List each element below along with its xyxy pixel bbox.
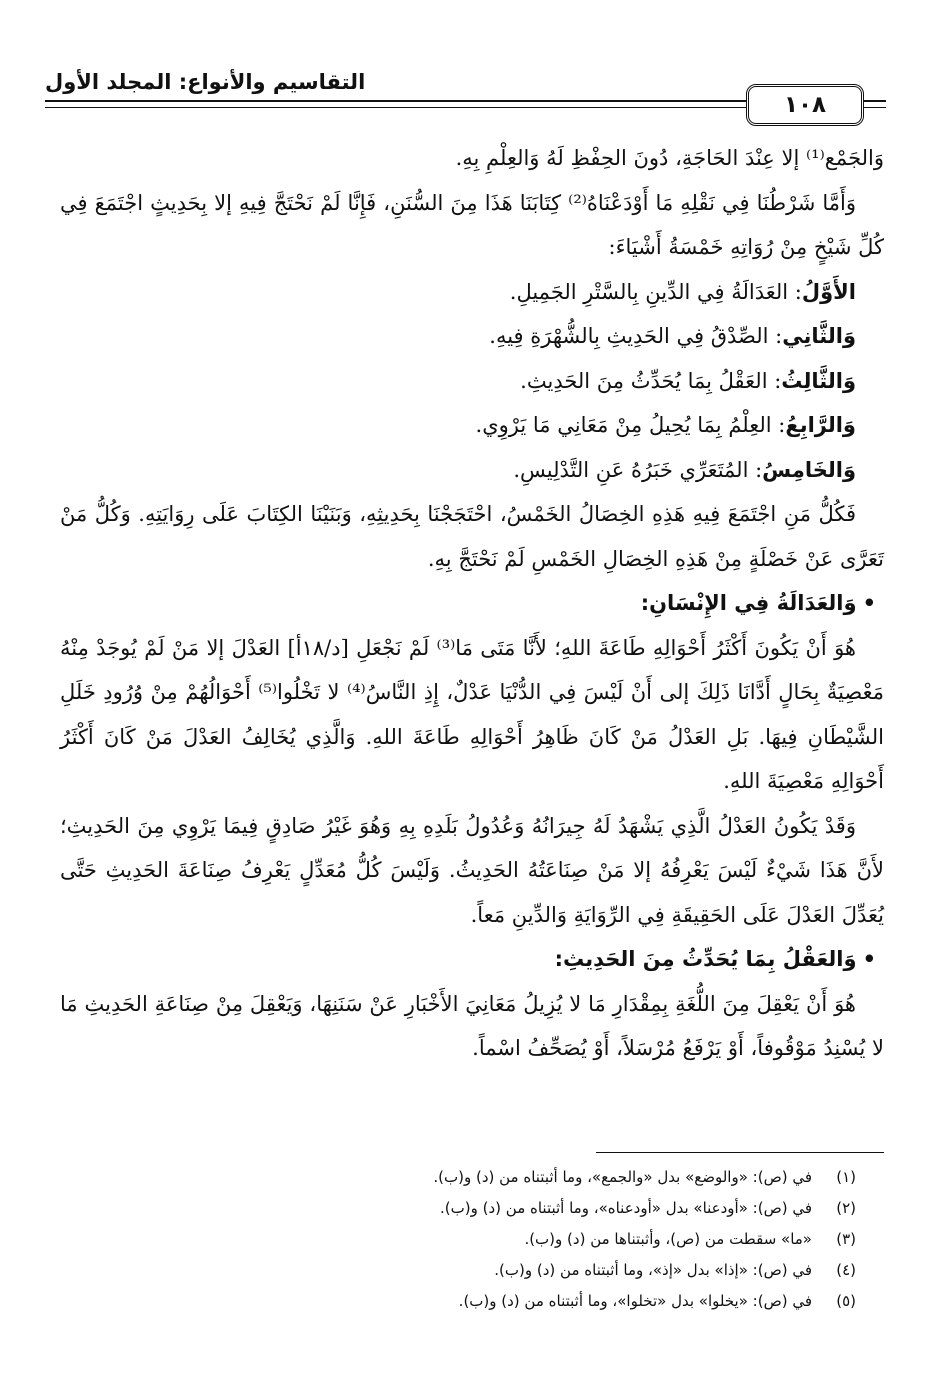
item-text: : العَدَالَةُ فِي الدِّينِ بِالسَّتْرِ الجَمِيلِ. [509,279,802,304]
page-number-badge [746,84,864,126]
footnotes [156,1162,856,1317]
footnote-text: في (ص): «إذا» بدل «إذ»، وما أثبتناه من (د) و(ب). [494,1261,812,1279]
item-label: وَالثَّانِي [782,324,856,348]
list-item [60,314,884,359]
footnote-text: في (ص): «والوضع» بدل «والجمع»، وما أثبتناه من (د) و(ب). [433,1168,812,1186]
item-label: وَالثَّالِثُ [781,368,856,393]
footnote [156,1255,856,1286]
footnote-number: (٤) [836,1261,856,1279]
footnote-text: في (ص): «أودعنا» بدل «أودعناه»، وما أثبتناه من (د) و(ب). [440,1199,812,1217]
main-text [60,136,884,1071]
footnote-number: (٢) [836,1199,856,1217]
footnote-number: (١) [836,1168,856,1186]
footnote-separator [596,1152,884,1153]
item-label: وَالخَامِسُ [762,457,856,482]
list-item [60,403,884,448]
footnote [156,1193,856,1224]
footnote [156,1286,856,1317]
heading-text: وَالعَقْلُ بِمَا يُحَدِّثُ مِنَ الحَدِيثِ: [554,947,857,971]
page-number: ١٠٨ [783,92,827,118]
item-text: : الصِّدْقُ فِي الحَدِيثِ بِالشُّهْرَةِ فِيهِ. [489,324,783,348]
paragraph-2: وَأَمَّا شَرْطُنَا فِي نَقْلِهِ مَا أَوْدَعْنَاهُ⁽²⁾ كِتَابَنَا هَذَا مِنَ السُّنَنِ، فَإِنَّا لَمْ نَحْتَجَّ فِيهِ إلا بِحَدِيثٍ اجْتَمَعَ فِي كُلِّ شَيْخٍ مِنْ رُوَاتِهِ خَمْسَةُ أَشْيَاءَ: [60,190,884,259]
list-item [60,448,884,493]
page-header [45,70,886,120]
paragraph-6: هُوَ أَنْ يَعْقِلَ مِنَ اللُّغَةِ بِمِقْدَارِ مَا لا يُزِيلُ مَعَانِيَ الأَخْبَارِ عَنْ سَنَنِهَا، وَيَعْقِلَ مِنْ صِنَاعَةِ الحَدِيثِ مَا لا يُسْنِدُ مَوْقُوفاً، أَوْ يَرْفَعُ مُرْسَلاً، أَوْ يُصَحِّفُ اسْماً. [60,991,884,1060]
bullet-icon: • [862,591,876,615]
item-label: الأَوَّلُ [801,279,856,304]
footnote [156,1162,856,1193]
list-item [60,270,884,315]
bullet-icon: • [862,947,876,971]
item-text: : المُتَعَرِّي خَبَرُهُ عَنِ التَّدْلِيسِ. [513,457,763,482]
footnote [156,1224,856,1255]
item-text: : العِلْمُ بِمَا يُحِيلُ مِنْ مَعَانِي مَا يَرْوِي. [475,413,786,437]
paragraph-1: وَالجَمْع⁽¹⁾ إلا عِنْدَ الحَاجَةِ، دُونَ الحِفْظِ لَهُ وَالعِلْمِ بِهِ. [455,146,884,170]
heading-text: وَالعَدَالَةُ فِي الإِنْسَانِ: [640,591,857,615]
list-item [60,359,884,404]
item-text: : العَقْلُ بِمَا يُحَدِّثُ مِنَ الحَدِيثِ. [520,368,782,393]
footnote-number: (٣) [836,1230,856,1248]
footnote-text: في (ص): «يخلوا» بدل «تخلوا»، وما أثبتناه من (د) و(ب). [458,1292,812,1310]
footnote-text: «ما» سقطت من (ص)، وأثبتناها من (د) و(ب). [524,1230,812,1248]
footnote-number: (٥) [836,1292,856,1310]
paragraph-3: فَكُلُّ مَنِ اجْتَمَعَ فِيهِ هَذِهِ الخِصَالُ الخَمْسُ، احْتَجَجْنَا بِحَدِيثِهِ، وَبَنَيْنَا الكِتَابَ عَلَى رِوَايَتِهِ. وَكُلُّ مَنْ تَعَرَّى عَنْ خَصْلَةٍ مِنْ هَذِهِ الخِصَالِ الخَمْسِ لَمْ نَحْتَجَّ بِهِ. [60,502,884,571]
paragraph-5: وَقَدْ يَكُونُ العَدْلُ الَّذِي يَشْهَدُ لَهُ جِيرَانُهُ وَعُدُولُ بَلَدِهِ بِهِ وَهُوَ غَيْرُ صَادِقٍ فِيمَا يَرْوِي مِنَ الحَدِيثِ؛ لأَنَّ هَذَا شَيْءٌ لَيْسَ يَعْرِفُهُ إلا مَنْ صِنَاعَتُهُ الحَدِيثُ. وَلَيْسَ كُلُّ مُعَدِّلٍ يَعْرِفُ صِنَاعَةَ الحَدِيثِ حَتَّى يُعَدِّلَ العَدْلَ عَلَى الحَقِيقَةِ فِي الرِّوَايَةِ وَالدِّينِ مَعاً. [60,813,884,927]
section-heading [60,581,884,626]
section-heading [60,937,884,982]
paragraph-4: هُوَ أَنْ يَكُونَ أَكْثَرُ أَحْوَالِهِ طَاعَةَ اللهِ؛ لأَنَّا مَتَى مَا⁽³⁾ لَمْ نَجْعَلِ [د/١٨أ] العَدْلَ إلا مَنْ لَمْ يُوجَدْ مِنْهُ مَعْصِيَةٌ بِحَالٍ أَدَّانَا ذَلِكَ إلى أَنْ لَيْسَ فِي الدُّنْيَا عَدْلٌ، إِذِ النَّاسُ⁽⁴⁾ لا تَخْلُوا⁽⁵⁾ أَحْوَالُهُمْ مِنْ وُرُودِ خَلَلِ الشَّيْطَانِ فِيهَا. بَلِ العَدْلُ مَنْ كَانَ ظَاهِرُ أَحْوَالِهِ طَاعَةَ اللهِ. وَالَّذِي يُخَالِفُ العَدْلَ مَنْ كَانَ أَكْثَرُ أَحْوَالِهِ مَعْصِيَةَ اللهِ. [60,635,884,793]
running-title: التقاسيم والأنواع: المجلد الأول [45,70,366,94]
item-label: وَالرَّابِعُ [785,413,856,437]
